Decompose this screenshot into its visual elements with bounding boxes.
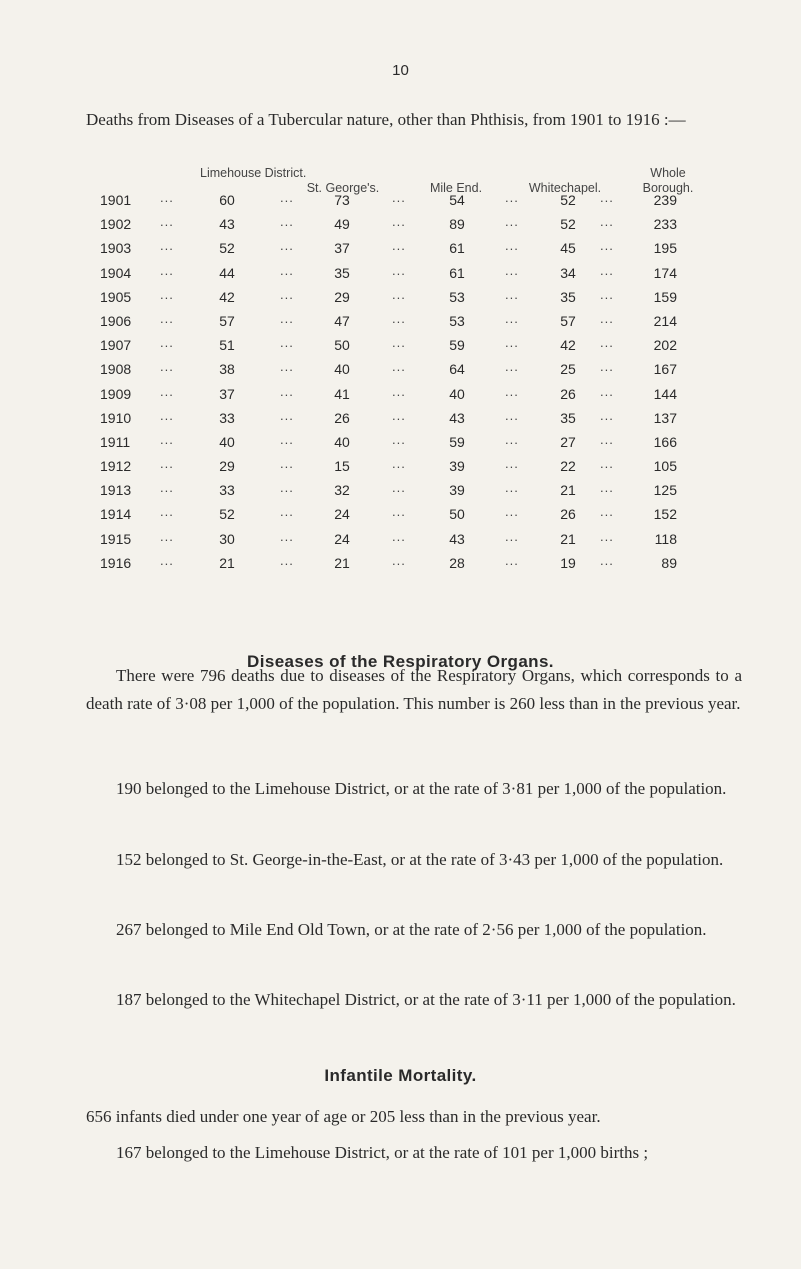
cell-mile-end: 59 [449,337,465,354]
cell-st-georges: 24 [334,506,350,523]
infantile-intro: 656 infants died under one year of age or 205 less than in the previous year. [86,1107,601,1126]
leader-dots: ... [280,431,294,447]
leader-dots: ... [505,383,519,399]
cell-mile-end: 40 [449,385,465,402]
infantile-item-limehouse: 167 belonged to the Limehouse District, or at the rate of 101 per 1,000 births ; [116,1143,649,1162]
leader-dots: ... [392,335,406,351]
cell-mile-end: 61 [449,264,465,281]
cell-mile-end: 61 [449,240,465,257]
cell-limehouse: 57 [219,312,235,329]
cell-st-georges: 73 [334,192,350,208]
respiratory-item-st-george: 152 belonged to St. George-in-the-East, or at the rate of 3·43 per 1,000 of the population. [116,850,724,869]
cell-st-georges: 15 [334,458,350,475]
page-number: 10 [392,62,409,79]
cell-whitechapel: 21 [560,482,576,499]
leader-dots: ... [392,480,406,496]
cell-whole-borough: 174 [653,264,677,281]
cell-year: 1916 [100,554,132,571]
table-row [0,503,801,527]
respiratory-title: Diseases of the Respiratory Organs. [247,652,554,671]
leader-dots: ... [280,310,294,326]
leader-dots: ... [505,528,519,544]
cell-year: 1908 [100,361,132,378]
cell-limehouse: 38 [219,361,235,378]
cell-whitechapel: 57 [560,312,576,329]
leader-dots: ... [505,552,519,568]
leader-dots: ... [505,407,519,423]
cell-year: 1907 [100,337,132,354]
header-whole-borough: Whole Borough. [642,166,694,195]
table-row [0,528,801,552]
cell-year: 1901 [100,192,132,208]
cell-whole-borough: 202 [653,337,677,354]
leader-dots: ... [600,528,614,544]
cell-limehouse: 60 [219,192,235,208]
leader-dots: ... [280,190,294,205]
cell-st-georges: 41 [334,385,350,402]
leader-dots: ... [160,552,174,568]
cell-whole-borough: 125 [653,482,677,499]
leader-dots: ... [505,310,519,326]
cell-mile-end: 39 [449,482,465,499]
table-row [0,310,801,334]
leader-dots: ... [600,335,614,351]
tubercular-deaths-table [0,189,801,576]
respiratory-item-limehouse: 190 belonged to the Limehouse District, or at the rate of 3·81 per 1,000 of the population. [116,779,727,798]
table-row [0,407,801,431]
leader-dots: ... [505,504,519,520]
cell-mile-end: 39 [449,458,465,475]
leader-dots: ... [160,262,174,278]
leader-dots: ... [160,238,174,254]
cell-year: 1910 [100,409,132,426]
cell-whole-borough: 195 [653,240,677,257]
leader-dots: ... [505,190,519,205]
table-row [0,286,801,310]
cell-whole-borough: 105 [653,458,677,475]
leader-dots: ... [392,262,406,278]
cell-whitechapel: 26 [560,385,576,402]
cell-mile-end: 53 [449,288,465,305]
table-row [0,455,801,479]
leader-dots: ... [392,359,406,375]
cell-limehouse: 51 [219,337,235,354]
leader-dots: ... [600,310,614,326]
cell-year: 1903 [100,240,132,257]
respiratory-item-whitechapel: 187 belonged to the Whitechapel District, or at the rate of 3·11 per 1,000 of the population. [116,990,736,1009]
cell-whole-borough: 144 [653,385,677,402]
cell-st-georges: 24 [334,530,350,547]
cell-mile-end: 54 [449,192,465,208]
cell-st-georges: 49 [334,216,350,233]
leader-dots: ... [505,238,519,254]
leader-dots: ... [280,407,294,423]
leader-dots: ... [392,528,406,544]
cell-whole-borough: 152 [653,506,677,523]
table-row [0,479,801,503]
leader-dots: ... [600,504,614,520]
cell-year: 1905 [100,288,132,305]
table-row [0,189,801,213]
cell-mile-end: 50 [449,506,465,523]
cell-mile-end: 64 [449,361,465,378]
cell-st-georges: 47 [334,312,350,329]
leader-dots: ... [280,286,294,302]
leader-dots: ... [505,431,519,447]
leader-dots: ... [160,456,174,472]
cell-whole-borough: 89 [661,554,677,571]
leader-dots: ... [505,359,519,375]
table-intro: Deaths from Diseases of a Tubercular nature, other than Phthisis, from 1901 to 1916 :— [86,110,686,129]
leader-dots: ... [600,214,614,230]
cell-st-georges: 32 [334,482,350,499]
leader-dots: ... [505,262,519,278]
header-mile-end: Mile End. [429,181,483,195]
leader-dots: ... [280,552,294,568]
leader-dots: ... [600,286,614,302]
leader-dots: ... [505,335,519,351]
leader-dots: ... [505,456,519,472]
cell-mile-end: 59 [449,433,465,450]
cell-mile-end: 89 [449,216,465,233]
leader-dots: ... [280,214,294,230]
leader-dots: ... [392,456,406,472]
cell-whitechapel: 21 [560,530,576,547]
leader-dots: ... [392,310,406,326]
cell-whitechapel: 25 [560,361,576,378]
leader-dots: ... [160,528,174,544]
table-row [0,383,801,407]
leader-dots: ... [160,214,174,230]
cell-limehouse: 37 [219,385,235,402]
leader-dots: ... [280,504,294,520]
header-limehouse: Limehouse District. [200,166,307,180]
cell-year: 1914 [100,506,132,523]
leader-dots: ... [600,480,614,496]
cell-limehouse: 30 [219,530,235,547]
leader-dots: ... [160,431,174,447]
leader-dots: ... [280,262,294,278]
leader-dots: ... [392,190,406,205]
cell-year: 1906 [100,312,132,329]
cell-limehouse: 21 [219,554,235,571]
cell-st-georges: 50 [334,337,350,354]
cell-st-georges: 40 [334,361,350,378]
leader-dots: ... [392,552,406,568]
leader-dots: ... [392,407,406,423]
leader-dots: ... [600,383,614,399]
leader-dots: ... [392,238,406,254]
cell-st-georges: 29 [334,288,350,305]
leader-dots: ... [600,552,614,568]
leader-dots: ... [160,310,174,326]
leader-dots: ... [600,238,614,254]
cell-whitechapel: 42 [560,337,576,354]
leader-dots: ... [160,383,174,399]
leader-dots: ... [280,383,294,399]
leader-dots: ... [392,383,406,399]
header-st-georges: St. George's. [306,181,380,195]
cell-limehouse: 33 [219,482,235,499]
cell-st-georges: 35 [334,264,350,281]
leader-dots: ... [160,190,174,205]
cell-whole-borough: 137 [653,409,677,426]
cell-whitechapel: 45 [560,240,576,257]
cell-st-georges: 40 [334,433,350,450]
leader-dots: ... [160,359,174,375]
cell-mile-end: 43 [449,530,465,547]
cell-year: 1915 [100,530,132,547]
cell-limehouse: 29 [219,458,235,475]
cell-limehouse: 44 [219,264,235,281]
cell-whitechapel: 35 [560,409,576,426]
leader-dots: ... [600,456,614,472]
cell-year: 1904 [100,264,132,281]
cell-whitechapel: 26 [560,506,576,523]
leader-dots: ... [600,431,614,447]
leader-dots: ... [280,359,294,375]
table-row [0,213,801,237]
cell-whole-borough: 166 [653,433,677,450]
cell-limehouse: 40 [219,433,235,450]
leader-dots: ... [160,504,174,520]
cell-whitechapel: 27 [560,433,576,450]
cell-limehouse: 33 [219,409,235,426]
cell-whitechapel: 35 [560,288,576,305]
leader-dots: ... [505,214,519,230]
leader-dots: ... [280,335,294,351]
leader-dots: ... [392,504,406,520]
table-row [0,237,801,261]
leader-dots: ... [160,407,174,423]
respiratory-intro: There were 796 deaths due to diseases of the Respiratory Organs, which corresponds to a death rate of 3·08 per 1,000 of the population. This number is 260 less than in the previous year. [86,666,742,713]
leader-dots: ... [392,286,406,302]
leader-dots: ... [160,286,174,302]
leader-dots: ... [505,286,519,302]
cell-st-georges: 21 [334,554,350,571]
leader-dots: ... [160,335,174,351]
cell-mile-end: 28 [449,554,465,571]
leader-dots: ... [280,480,294,496]
cell-limehouse: 43 [219,216,235,233]
cell-whole-borough: 233 [653,216,677,233]
leader-dots: ... [280,238,294,254]
cell-whitechapel: 22 [560,458,576,475]
infantile-title: Infantile Mortality. [324,1066,477,1085]
table-row [0,552,801,576]
leader-dots: ... [600,262,614,278]
cell-whitechapel: 19 [560,554,576,571]
cell-whole-borough: 239 [653,192,677,208]
leader-dots: ... [600,407,614,423]
leader-dots: ... [600,359,614,375]
cell-year: 1911 [100,433,131,450]
cell-whitechapel: 52 [560,216,576,233]
cell-year: 1912 [100,458,132,475]
cell-whitechapel: 52 [560,192,576,208]
leader-dots: ... [505,480,519,496]
respiratory-item-mile-end: 267 belonged to Mile End Old Town, or at the rate of 2·56 per 1,000 of the population. [116,920,707,939]
leader-dots: ... [600,190,614,205]
cell-st-georges: 26 [334,409,350,426]
table-row [0,262,801,286]
leader-dots: ... [392,214,406,230]
cell-year: 1909 [100,385,132,402]
cell-whole-borough: 118 [654,530,677,547]
cell-limehouse: 52 [219,506,235,523]
cell-mile-end: 53 [449,312,465,329]
leader-dots: ... [280,456,294,472]
cell-whole-borough: 167 [653,361,677,378]
cell-mile-end: 43 [449,409,465,426]
leader-dots: ... [280,528,294,544]
cell-whole-borough: 159 [653,288,677,305]
cell-limehouse: 42 [219,288,235,305]
table-row [0,358,801,382]
table-row [0,334,801,358]
cell-whole-borough: 214 [653,312,677,329]
cell-year: 1902 [100,216,132,233]
table-row [0,431,801,455]
cell-limehouse: 52 [219,240,235,257]
cell-st-georges: 37 [334,240,350,257]
cell-year: 1913 [100,482,132,499]
cell-whitechapel: 34 [560,264,576,281]
leader-dots: ... [392,431,406,447]
leader-dots: ... [160,480,174,496]
header-whitechapel: Whitechapel. [528,181,602,195]
